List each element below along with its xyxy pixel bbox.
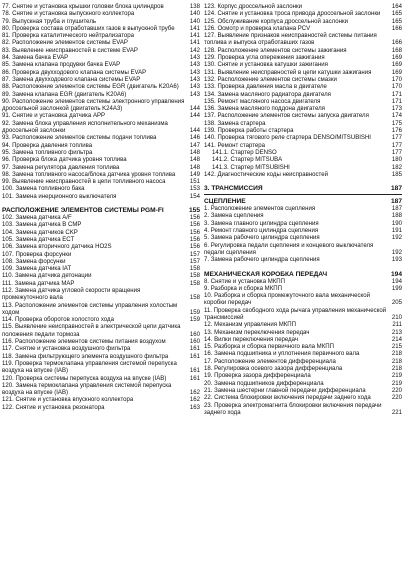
toc-entry[interactable] (2, 346, 200, 353)
page-number: 138 (189, 4, 200, 10)
page-number: 169 (391, 55, 402, 62)
page-number: 154 (189, 193, 200, 200)
entry-title: 127. Выявление признаков неисправностей системы питания топлива и выпуска отработавших газов (204, 33, 377, 47)
page-number: 173 (391, 106, 402, 113)
entry-title: 116. Расположение элементов системы питания воздухом (2, 339, 166, 346)
toc-entry[interactable] (204, 221, 402, 228)
page-number: 165 (391, 18, 402, 25)
toc-entry[interactable] (204, 257, 402, 264)
page-number: 185 (391, 171, 402, 178)
page-number: 214 (391, 336, 402, 343)
toc-entry[interactable] (2, 376, 200, 383)
entry-title: 96. Проверка блока датчика уровня топлива (2, 157, 127, 164)
entry-title: 98. Замена топливного насоса/блока датчика уровня топлива (2, 171, 176, 178)
toc-entry[interactable] (2, 77, 200, 84)
entry-title: 105. Замена датчика ECT (2, 236, 75, 243)
toc-entry[interactable] (204, 286, 402, 293)
entry-title: 103. Замена датчика В CMP (2, 222, 82, 229)
toc-entry[interactable] (2, 266, 200, 273)
page-number: 164 (391, 4, 402, 10)
toc-entry[interactable] (2, 222, 200, 229)
page-number: 165 (391, 11, 402, 18)
page-number: 199 (391, 285, 402, 292)
entry-title: 21. Замена шестерни главной передачи дифференциала (204, 387, 366, 394)
page-number: 187 (390, 198, 402, 206)
page-number: 166 (391, 25, 402, 32)
entry-title: 93. Расположение элементов системы подачи топлива (2, 135, 157, 142)
toc-entry[interactable] (2, 165, 200, 172)
toc-entry[interactable] (204, 113, 402, 120)
page-number: 148 (189, 164, 200, 171)
page-number: 161 (189, 375, 200, 382)
entry-title: 138. Замена стартера (204, 120, 266, 127)
page-number: 140 (189, 18, 200, 25)
page-number: 175 (391, 120, 402, 127)
section-gap (204, 179, 402, 183)
toc-section-heading[interactable] (204, 185, 402, 193)
entry-title: 141.3. Стартер MITSUBISHI (212, 164, 290, 171)
toc-entry[interactable] (204, 293, 402, 308)
section-title: РАСПОЛОЖЕНИЕ ЭЛЕМЕНТОВ СИСТЕМЫ PGM-FI (2, 207, 164, 215)
toc-entry[interactable] (2, 40, 200, 47)
page-number: 148 (189, 149, 200, 156)
entry-title: 133. Проверка давления масла в двигателе (204, 84, 327, 91)
page-number: 191 (391, 228, 402, 235)
toc-entry[interactable] (2, 194, 200, 201)
page-number: 162 (189, 390, 200, 397)
toc-entry[interactable] (204, 11, 402, 18)
page-number: 187 (390, 185, 402, 193)
entry-title: 108. Замена форсунки (2, 258, 66, 265)
page-number: 151 (189, 179, 200, 186)
page-number: 156 (189, 229, 200, 236)
toc-entry[interactable] (204, 351, 402, 358)
entry-title: 128. Расположение элементов системы зажигания (204, 47, 347, 54)
page-number: 192 (391, 235, 402, 242)
section-title: СЦЕПЛЕНИЕ (204, 198, 246, 206)
page-number: 155 (188, 207, 200, 215)
page-number: 156 (189, 244, 200, 251)
entry-title: 117. Снятие и установка воздушного фильтра (2, 346, 131, 353)
page-number: 144 (189, 113, 200, 120)
toc-entry[interactable] (204, 106, 402, 113)
entry-title: 88. Расположение элементов системы EGR (двигатель K20A6) (2, 84, 179, 91)
page-number: 169 (391, 69, 402, 76)
toc-entry[interactable] (2, 273, 200, 280)
entry-title: 114. Проверка оборотов холостого хода (2, 317, 114, 324)
page-number: 153 (189, 186, 200, 193)
page-number: 156 (189, 236, 200, 243)
page-number: 205 (391, 300, 402, 307)
entry-title: 12. Механизм управления МКПП (204, 322, 296, 329)
toc-entry[interactable] (2, 99, 200, 114)
toc-entry[interactable] (204, 150, 402, 157)
toc-entry[interactable] (2, 179, 200, 186)
page-number: 171 (391, 91, 402, 98)
entry-title: 137. Расположение элементов системы запуска двигателя (204, 113, 369, 120)
toc-entry[interactable] (2, 259, 200, 266)
toc-entry[interactable] (2, 354, 200, 361)
toc-entry[interactable] (2, 288, 200, 303)
toc-entry[interactable] (204, 206, 402, 213)
page-number: 148 (189, 157, 200, 164)
section-title: МЕХАНИЧЕСКАЯ КОРОБКА ПЕРЕДАЧ (204, 270, 328, 278)
toc-entry[interactable] (204, 330, 402, 337)
page-number: 171 (391, 98, 402, 105)
entry-title: 84. Замена бачка EVAP (2, 55, 69, 62)
toc-entry[interactable] (2, 157, 200, 164)
toc-entry[interactable] (2, 230, 200, 237)
page-number: 141 (189, 25, 200, 32)
entry-title: 20. Замена подшипников дифференциала (204, 380, 324, 387)
entry-title: 79. Выпускная труба и глушитель (2, 18, 96, 25)
toc-entry[interactable] (2, 48, 200, 55)
toc-entry[interactable] (204, 308, 402, 323)
page-number: 142 (189, 47, 200, 54)
toc-entry[interactable] (204, 228, 402, 235)
page-number: 168 (391, 47, 402, 54)
entry-title: 85. Замена клапана продувки бачка EVAP (2, 62, 121, 69)
entry-title: 13. Механизм переключения передач (204, 329, 310, 336)
entry-title: 2. Замена сцепления (204, 213, 264, 220)
toc-entry[interactable] (204, 92, 402, 99)
page-number: 158 (189, 266, 200, 273)
page-number: 193 (391, 257, 402, 264)
page-number: 213 (391, 329, 402, 336)
entry-title: 10. Разборка и сборка промежуточного вала механической коробки передач (204, 293, 371, 307)
entry-title: 15. Разборка и сборка первичного вала МКПП (204, 344, 334, 351)
page-number: 218 (391, 366, 402, 373)
entry-title: 104. Замена датчиков CKP (2, 229, 78, 236)
page-number: 146 (189, 135, 200, 142)
page-number: 210 (391, 314, 402, 321)
entry-title: 101. Замена инерционного выключателя (2, 193, 117, 200)
entry-title: 126. Осмотр и проверка клапана PCV (204, 25, 311, 32)
entry-title: 91. Снятие и установка датчика APP (2, 113, 106, 120)
entry-title: 135. Ремонт масляного насоса двигателя (204, 98, 321, 105)
page-number: 161 (189, 353, 200, 360)
page-number: 158 (189, 295, 200, 302)
toc-entry[interactable] (204, 337, 402, 344)
section-gap (2, 201, 200, 205)
toc-entry[interactable] (2, 361, 200, 376)
page-number: 221 (391, 409, 402, 416)
entry-title: 3. Замена главного цилиндра сцепления (204, 220, 319, 227)
section-title: 3. ТРАНСМИССИЯ (204, 185, 263, 193)
toc-entry[interactable] (204, 143, 402, 150)
toc-entry[interactable] (2, 70, 200, 77)
page-number: 180 (391, 157, 402, 164)
entry-title: 99. Выявление неисправностей в цепи топливного насоса (2, 179, 166, 186)
entry-title: 19. Проверка зазора дифференциала (204, 373, 311, 380)
toc-entry[interactable] (204, 62, 402, 69)
entry-title: 113. Расположение элементов системы управления холостым ходом (2, 302, 178, 316)
entry-title: 17. Расположение элементов дифференциала (204, 358, 336, 365)
page-number: 166 (391, 40, 402, 47)
entry-title: 92. Замена блока управления исполнительного механизма дроссельной заслонки (2, 120, 168, 135)
toc-entry[interactable] (204, 395, 402, 402)
toc-entry[interactable] (204, 213, 402, 220)
page-number: 174 (391, 113, 402, 120)
entry-title: 18. Регулировка осевого зазора дифференциала (204, 366, 343, 373)
page-number: 157 (189, 251, 200, 258)
toc-entry[interactable] (2, 121, 200, 136)
page-number: 143 (189, 69, 200, 76)
page-number: 220 (391, 395, 402, 402)
page-number: 194 (390, 270, 402, 278)
page-number: 163 (189, 404, 200, 411)
entry-title: 16. Замена подшипника и уплотнения первичного вала (204, 351, 360, 358)
page-number: 177 (391, 149, 402, 156)
toc-entry[interactable] (2, 237, 200, 244)
toc-entry[interactable] (204, 128, 402, 135)
entry-title: 119. Проверка термоклапана управления системой перепуска воздуха на впуске (IAB) (2, 360, 177, 375)
entry-title: 141.1. Стартер DENSO (212, 149, 277, 156)
entry-title: 106. Замена вторичного датчика HO2S (2, 244, 112, 251)
entry-title: 97. Замена регулятора давления топлива (2, 164, 120, 171)
toc-section-heading[interactable] (204, 271, 402, 279)
entry-title: 83. Выявление неисправностей в системе EVAP (2, 47, 138, 54)
page-number: 158 (189, 273, 200, 280)
toc-entry[interactable] (2, 215, 200, 222)
toc-entry[interactable] (204, 165, 402, 172)
page-number: 141 (189, 40, 200, 47)
toc-entry[interactable] (204, 373, 402, 380)
toc-right-column (204, 4, 402, 566)
entry-title: 109. Замена датчика IAT (2, 266, 72, 273)
entry-title: 120. Проверка системы перепуска воздуха на впуске (IAB) (2, 375, 167, 382)
entry-title: 9. Разборка и сборка МКПП (204, 285, 282, 292)
toc-left-column (2, 4, 200, 566)
entry-title: 115. Выявление неисправностей в электрической цепи датчика положения педали тормоза (2, 324, 181, 338)
toc-entry[interactable] (2, 244, 200, 251)
toc-entry[interactable] (2, 92, 200, 99)
toc-entry[interactable] (2, 252, 200, 259)
toc-entry[interactable] (204, 388, 402, 395)
page-number: 192 (391, 249, 402, 256)
page-number: 143 (189, 76, 200, 83)
page-number: 147 (189, 142, 200, 149)
entry-title: 136. Замена масляного поддона двигателя (204, 106, 325, 113)
entry-title: 134. Замена масляного радиатора двигателя (204, 91, 331, 98)
toc-entry[interactable] (2, 303, 200, 318)
entry-title: 80. Проверка состава отработавших газов в выпускной трубе (2, 25, 175, 32)
entry-title: 120. Замена термоклапана управления системой перепуска воздуха на впуске (IAB) (2, 382, 172, 397)
entry-title: 5. Замена рабочего цилиндра сцепления (204, 235, 320, 242)
entry-title: 100. Замена топливного бака (2, 186, 85, 193)
page-number: 158 (189, 280, 200, 287)
page-number: 156 (189, 215, 200, 222)
toc-entry[interactable] (2, 11, 200, 18)
entry-title: 22. Система блокировки включения передачи заднего хода (204, 395, 371, 402)
toc-entry[interactable] (2, 84, 200, 91)
page-number: 159 (189, 309, 200, 316)
toc-entry[interactable] (2, 383, 200, 398)
page-number: 149 (189, 171, 200, 178)
page-number: 218 (391, 358, 402, 365)
entry-title: 141. Ремонт стартера (204, 142, 265, 149)
entry-title: 90. Расположение элементов системы электронного управления дроссельной заслонкой (двигатель K24A3) (2, 98, 185, 113)
toc-entry[interactable] (204, 33, 402, 48)
toc-entry[interactable] (2, 4, 200, 11)
page-number: 188 (391, 213, 402, 220)
page-number: 143 (189, 55, 200, 62)
entry-title: 78. Снятие и установка выпускного коллектора (2, 11, 135, 18)
entry-title: 121. Снятие и установка впускного коллектора (2, 397, 134, 404)
page-number: 156 (189, 222, 200, 229)
page-number: 157 (189, 258, 200, 265)
entry-title: 82. Расположение элементов системы EVAP (2, 40, 128, 47)
toc-entry[interactable] (2, 143, 200, 150)
page-number: 159 (189, 317, 200, 324)
toc-entry[interactable] (2, 135, 200, 142)
toc-entry[interactable] (204, 157, 402, 164)
page-number: 177 (391, 135, 402, 142)
entry-title: 102. Замена датчика A/F (2, 215, 72, 222)
entry-title: 111. Замена датчика MAP (2, 280, 75, 287)
entry-title: 89. Замена клапана EGR (двигатель K20A6) (2, 91, 127, 98)
page-number: 143 (189, 84, 200, 91)
entry-title: 110. Замена датчика детонации (2, 273, 92, 280)
page-number: 211 (392, 322, 402, 329)
page-number: 144 (189, 106, 200, 113)
entry-title: 23. Проверка электромагнита блокировки включения передачи заднего хода (204, 402, 382, 416)
entry-title: 14. Вилки переключения передач (204, 336, 299, 343)
entry-title: 140. Проверка тягового реле стартера DENSO/MITSUBISHI (204, 135, 371, 142)
toc-entry[interactable] (204, 366, 402, 373)
entry-title: 1. Расположение элементов сцепления (204, 206, 316, 213)
toc-entry[interactable] (204, 48, 402, 55)
entry-title: 107. Проверка форсунки (2, 251, 72, 258)
toc-entry[interactable] (2, 405, 200, 412)
page-number: 169 (391, 62, 402, 69)
toc-entry[interactable] (204, 381, 402, 388)
toc-section-heading[interactable] (204, 198, 402, 206)
toc-entry[interactable] (204, 70, 402, 77)
toc-entry[interactable] (204, 121, 402, 128)
toc-entry[interactable] (204, 19, 402, 26)
entry-title: 95. Замена топливного фильтра (2, 149, 93, 156)
page-number: 143 (189, 91, 200, 98)
page-number: 182 (391, 164, 402, 171)
page-number: 194 (391, 278, 402, 285)
toc-entry[interactable] (204, 243, 402, 258)
page-number: 160 (189, 331, 200, 338)
entry-title: 132. Расположение элементов системы смазки (204, 76, 337, 83)
page-number: 140 (189, 11, 200, 18)
page-number: 219 (391, 380, 402, 387)
toc-entry[interactable] (204, 279, 402, 286)
page-number: 170 (391, 84, 402, 91)
toc-entry[interactable] (2, 397, 200, 404)
page-number: 161 (189, 368, 200, 375)
entry-title: 7. Замена рабочего цилиндра сцепления (204, 257, 320, 264)
page-number: 177 (391, 142, 402, 149)
toc-entry[interactable] (2, 186, 200, 193)
entry-title: 81. Проверка каталитического нейтрализатора (2, 33, 134, 40)
toc-entry[interactable] (2, 33, 200, 40)
toc-entry[interactable] (2, 324, 200, 339)
toc-entry[interactable] (2, 281, 200, 288)
entry-title: 6. Регулировка педали сцепления и концевого выключателя педали сцепления (204, 242, 374, 256)
entry-title: 87. Замена двухходового клапана системы EVAP (2, 76, 141, 83)
page-number: 215 (391, 344, 402, 351)
entry-title: 77. Снятие и установка крышки головки блока цилиндров (2, 4, 164, 10)
entry-title: 131. Выявление неисправностей в цепи катушки зажигания (204, 69, 372, 76)
section-divider (204, 194, 402, 195)
entry-title: 124. Снятие и установка троса привода дроссельной заслонки (204, 11, 381, 18)
page-number: 187 (391, 206, 402, 213)
toc-entry[interactable] (204, 235, 402, 242)
entry-title: 142. Диагностические коды неисправностей (204, 171, 328, 178)
page-number: 161 (189, 346, 200, 353)
page-number: 218 (391, 351, 402, 358)
toc-entry[interactable] (2, 62, 200, 69)
toc-entry[interactable] (204, 77, 402, 84)
toc-entry[interactable] (204, 135, 402, 142)
toc-entry[interactable] (204, 403, 402, 418)
toc-entry[interactable] (204, 172, 402, 179)
toc-entry[interactable] (204, 322, 402, 329)
page-number: 220 (391, 387, 402, 394)
entry-title: 112. Замена датчика угловой скорости вращения промежуточного вала (2, 287, 141, 302)
entry-title: 4. Ремонт главного цилиндра сцепления (204, 228, 319, 235)
entry-title: 86. Проверка двухходового клапана системы EVAP (2, 69, 147, 76)
toc-entry[interactable] (204, 84, 402, 91)
page-number: 162 (189, 397, 200, 404)
page-number: 170 (391, 76, 402, 83)
entry-title: 123. Корпус дроссельной заслонки (204, 4, 303, 10)
page-number: 144 (189, 128, 200, 135)
entry-title: 8. Снятие и установка МКПП (204, 278, 285, 285)
toc-entry[interactable] (204, 55, 402, 62)
entry-title: 118. Замена фильтрующего элемента воздушного фильтра (2, 353, 169, 360)
page-number: 141 (189, 33, 200, 40)
toc-entry[interactable] (2, 339, 200, 346)
entry-title: 122. Снятие и установка резонатора (2, 404, 105, 411)
page-number: 190 (391, 220, 402, 227)
page-number: 219 (391, 373, 402, 380)
toc-entry[interactable] (204, 344, 402, 351)
page-number: 160 (189, 339, 200, 346)
entry-title: 141.2. Стартер MITSUBA (212, 157, 283, 164)
toc-section-heading[interactable] (2, 207, 200, 215)
toc-entry[interactable] (204, 359, 402, 366)
toc-entry[interactable] (204, 99, 402, 106)
toc-entry[interactable] (2, 19, 200, 26)
page-number: 176 (391, 128, 402, 135)
entry-title: 130. Снятие и установка катушки зажигания (204, 62, 328, 69)
entry-title: 11. Проверка свободного хода рычага управления механической трансмиссией (204, 307, 387, 321)
entry-title: 129. Проверка угла опережения зажигания (204, 55, 325, 62)
toc-entry[interactable] (2, 55, 200, 62)
toc-entry[interactable] (2, 113, 200, 120)
entry-title: 94. Проверка давления топлива (2, 142, 93, 149)
entry-title: 139. Проверка работы стартера (204, 128, 294, 135)
toc-entry[interactable] (2, 150, 200, 157)
section-gap (204, 265, 402, 269)
page-number: 143 (189, 62, 200, 69)
entry-title: 125. Обслуживание корпуса дроссельной заслонки (204, 18, 349, 25)
